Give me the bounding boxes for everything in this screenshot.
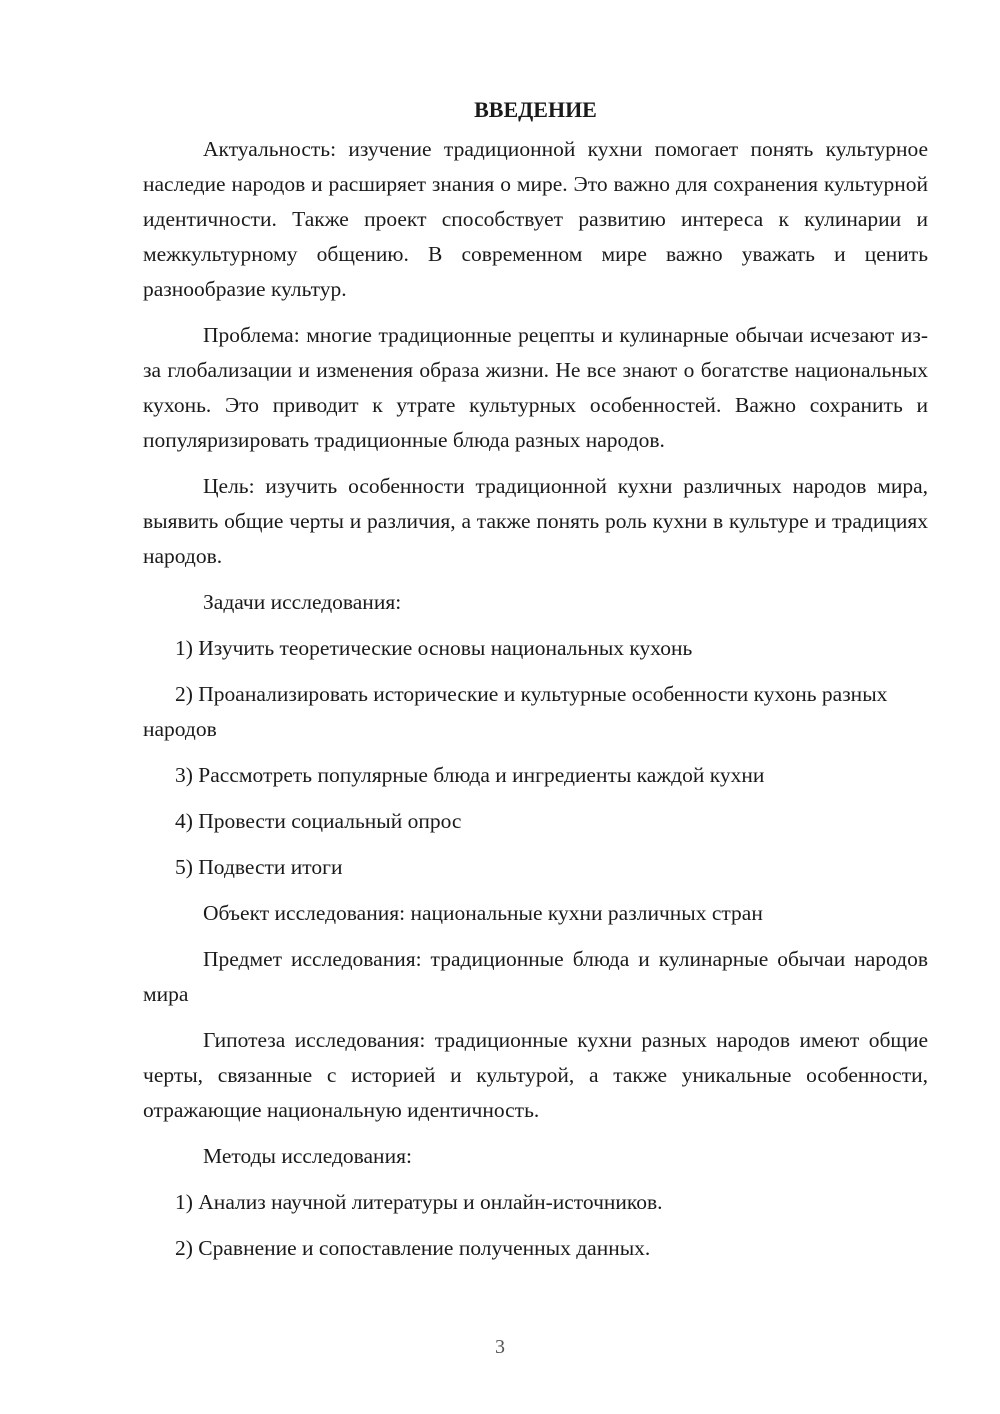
method-item: 2) Сравнение и сопоставление полученных данных. bbox=[175, 1236, 651, 1260]
subject-paragraph: Предмет исследования: традиционные блюда и кулинарные обычаи народов мира bbox=[143, 947, 928, 1006]
method-item: 1) Анализ научной литературы и онлайн-источников. bbox=[175, 1190, 663, 1214]
task-item: 2) Проанализировать исторические и культурные особенности кухонь разных народов bbox=[143, 682, 888, 741]
page-number: 3 bbox=[495, 1336, 505, 1358]
task-item: 5) Подвести итоги bbox=[175, 855, 343, 879]
page-title: ВВЕДЕНИЕ bbox=[474, 97, 597, 122]
problem-paragraph: Проблема: многие традиционные рецепты и кулинарные обычаи исчезают из-за глобализации и изменения образа жизни. Не все знают о богатстве национальных кухонь. Это приводит к утрате культурных особенностей. Важно сохранить и популяризировать традиционные блюда разных народов. bbox=[143, 323, 928, 452]
tasks-title: Задачи исследования: bbox=[203, 590, 402, 614]
task-item: 4) Провести социальный опрос bbox=[175, 809, 462, 833]
object-paragraph: Объект исследования: национальные кухни различных стран bbox=[203, 901, 763, 925]
task-item: 1) Изучить теоретические основы национальных кухонь bbox=[175, 636, 693, 660]
relevance-paragraph: Актуальность: изучение традиционной кухни помогает понять культурное наследие народов и расширяет знания о мире. Это важно для сохранения культурной идентичности. Также проект способствует развитию интереса к кулинарии и межкультурному общению. В современном мире важно уважать и ценить разнообразие культур. bbox=[143, 137, 928, 301]
hypothesis-paragraph: Гипотеза исследования: традиционные кухни разных народов имеют общие черты, связанные с историей и культурой, а также уникальные особенности, отражающие национальную идентичность. bbox=[143, 1028, 928, 1122]
document-page bbox=[143, 92, 928, 1277]
task-item: 3) Рассмотреть популярные блюда и ингредиенты каждой кухни bbox=[175, 763, 765, 787]
goal-paragraph: Цель: изучить особенности традиционной кухни различных народов мира, выявить общие черты и различия, а также понять роль кухни в культуре и традициях народов. bbox=[143, 474, 928, 568]
methods-title: Методы исследования: bbox=[203, 1144, 412, 1168]
